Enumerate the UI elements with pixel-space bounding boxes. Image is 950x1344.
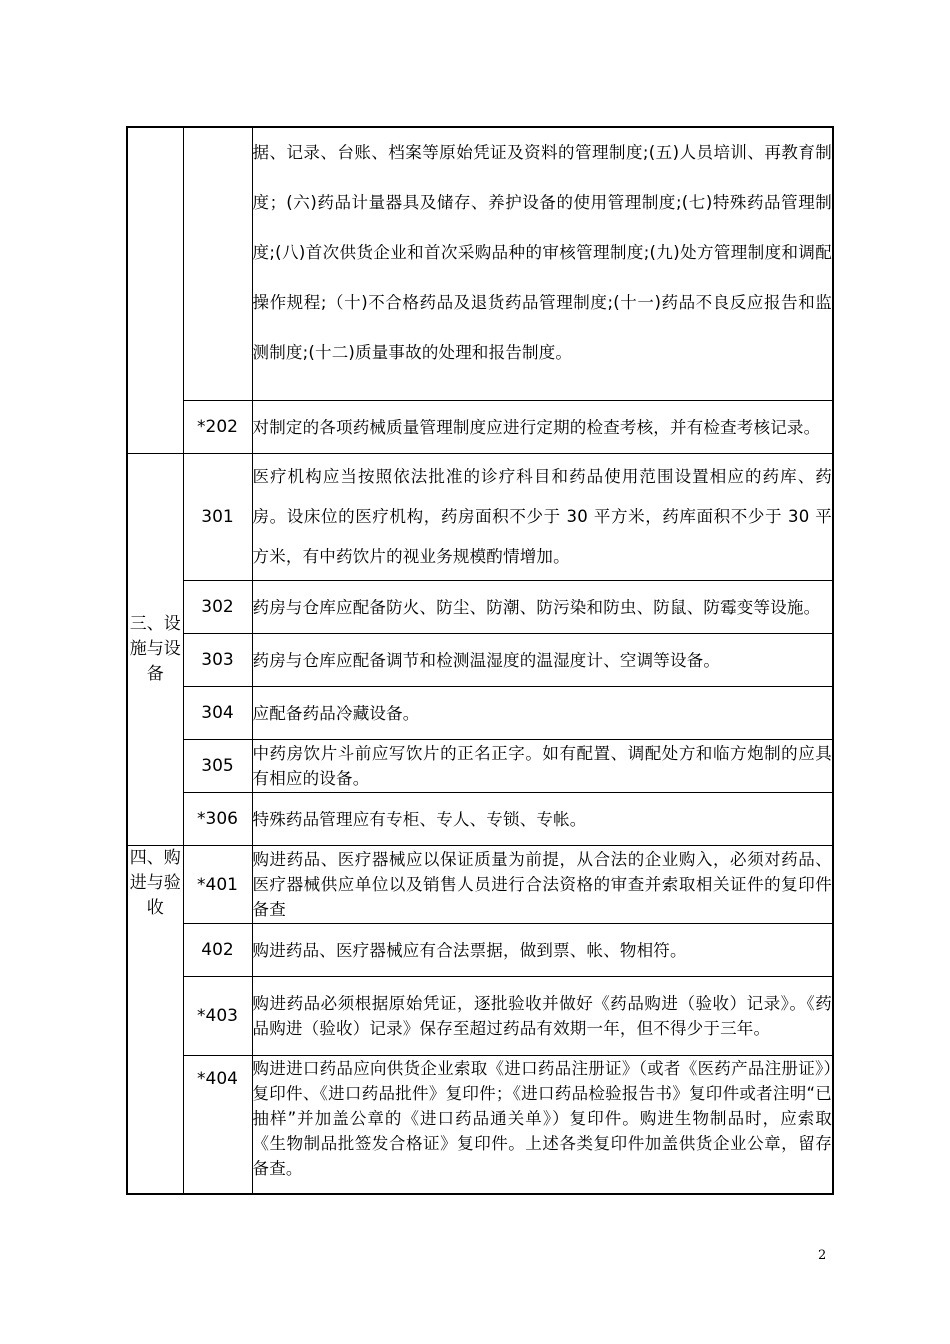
item-code: 305 [183, 740, 252, 793]
item-text: 药房与仓库应配备防火、防尘、防潮、防污染和防虫、防鼠、防霉变等设施。 [252, 581, 833, 634]
item-text: 中药房饮片斗前应写饮片的正名正字。如有配置、调配处方和临方炮制的应具有相应的设备。 [252, 740, 833, 793]
table-row [127, 1056, 833, 1195]
table-row [127, 634, 833, 687]
item-text: 购进进口药品应向供货企业索取《进口药品注册证》（或者《医药产品注册证》）复印件、《进口药品批件》复印件；《进口药品检验报告书》复印件或者注明“已抽样”并加盖公章的《进口药品通关单》）复印件。购进生物制品时，应索取《生物制品批签发合格证》复印件。上述各类复印件加盖供货企业公章，留存备查。 [252, 1056, 833, 1195]
item-code: 302 [183, 581, 252, 634]
table-row [127, 401, 833, 454]
table-row [127, 687, 833, 740]
section-cell-facilities: 三、设施与设备 [127, 454, 183, 846]
item-text: 应配备药品冷藏设备。 [252, 687, 833, 740]
section-cell-purchase: 四、购进与验收 [127, 846, 183, 1195]
regulation-table [126, 126, 834, 1195]
table-row [127, 581, 833, 634]
item-text: 据、记录、台账、档案等原始凭证及资料的管理制度;(五)人员培训、再教育制度；(六)药品计量器具及储存、养护设备的使用管理制度;(七)特殊药品管理制度;(八)首次供货企业和首次采购品种的审核管理制度;(九)处方管理制度和调配操作规程;（十)不合格药品及退货药品管理制度;(十一)药品不良反应报告和监测制度;(十二)质量事故的处理和报告制度。 [252, 127, 833, 401]
item-code: 303 [183, 634, 252, 687]
table-row [127, 846, 833, 924]
item-code: 301 [183, 454, 252, 581]
item-code: *202 [183, 401, 252, 454]
item-text: 对制定的各项药械质量管理制度应进行定期的检查考核，并有检查考核记录。 [252, 401, 833, 454]
item-code: *404 [183, 1056, 252, 1195]
item-code: 304 [183, 687, 252, 740]
item-text: 购进药品、医疗器械应有合法票据，做到票、帐、物相符。 [252, 924, 833, 977]
item-text: 购进药品必须根据原始凭证，逐批验收并做好《药品购进（验收）记录》。《药品购进（验收）记录》保存至超过药品有效期一年，但不得少于三年。 [252, 977, 833, 1056]
item-text: 特殊药品管理应有专柜、专人、专锁、专帐。 [252, 793, 833, 846]
item-text: 药房与仓库应配备调节和检测温湿度的温湿度计、空调等设备。 [252, 634, 833, 687]
item-code: *401 [183, 846, 252, 924]
item-text: 医疗机构应当按照依法批准的诊疗科目和药品使用范围设置相应的药库、药房。设床位的医疗机构，药房面积不少于 30 平方米，药库面积不少于 30 平方米，有中药饮片的视业务规模酌情增加。 [252, 454, 833, 581]
item-code: *403 [183, 977, 252, 1056]
table-row [127, 793, 833, 846]
table-row [127, 977, 833, 1056]
item-code: *306 [183, 793, 252, 846]
item-code: 402 [183, 924, 252, 977]
page-number: 2 [818, 1248, 827, 1263]
table-row [127, 454, 833, 581]
table-row [127, 127, 833, 401]
item-code [183, 127, 252, 401]
section-cell [127, 127, 183, 454]
table-row [127, 740, 833, 793]
table-row [127, 924, 833, 977]
item-text: 购进药品、医疗器械应以保证质量为前提，从合法的企业购入，必须对药品、医疗器械供应单位以及销售人员进行合法资格的审查并索取相关证件的复印件备查 [252, 846, 833, 924]
